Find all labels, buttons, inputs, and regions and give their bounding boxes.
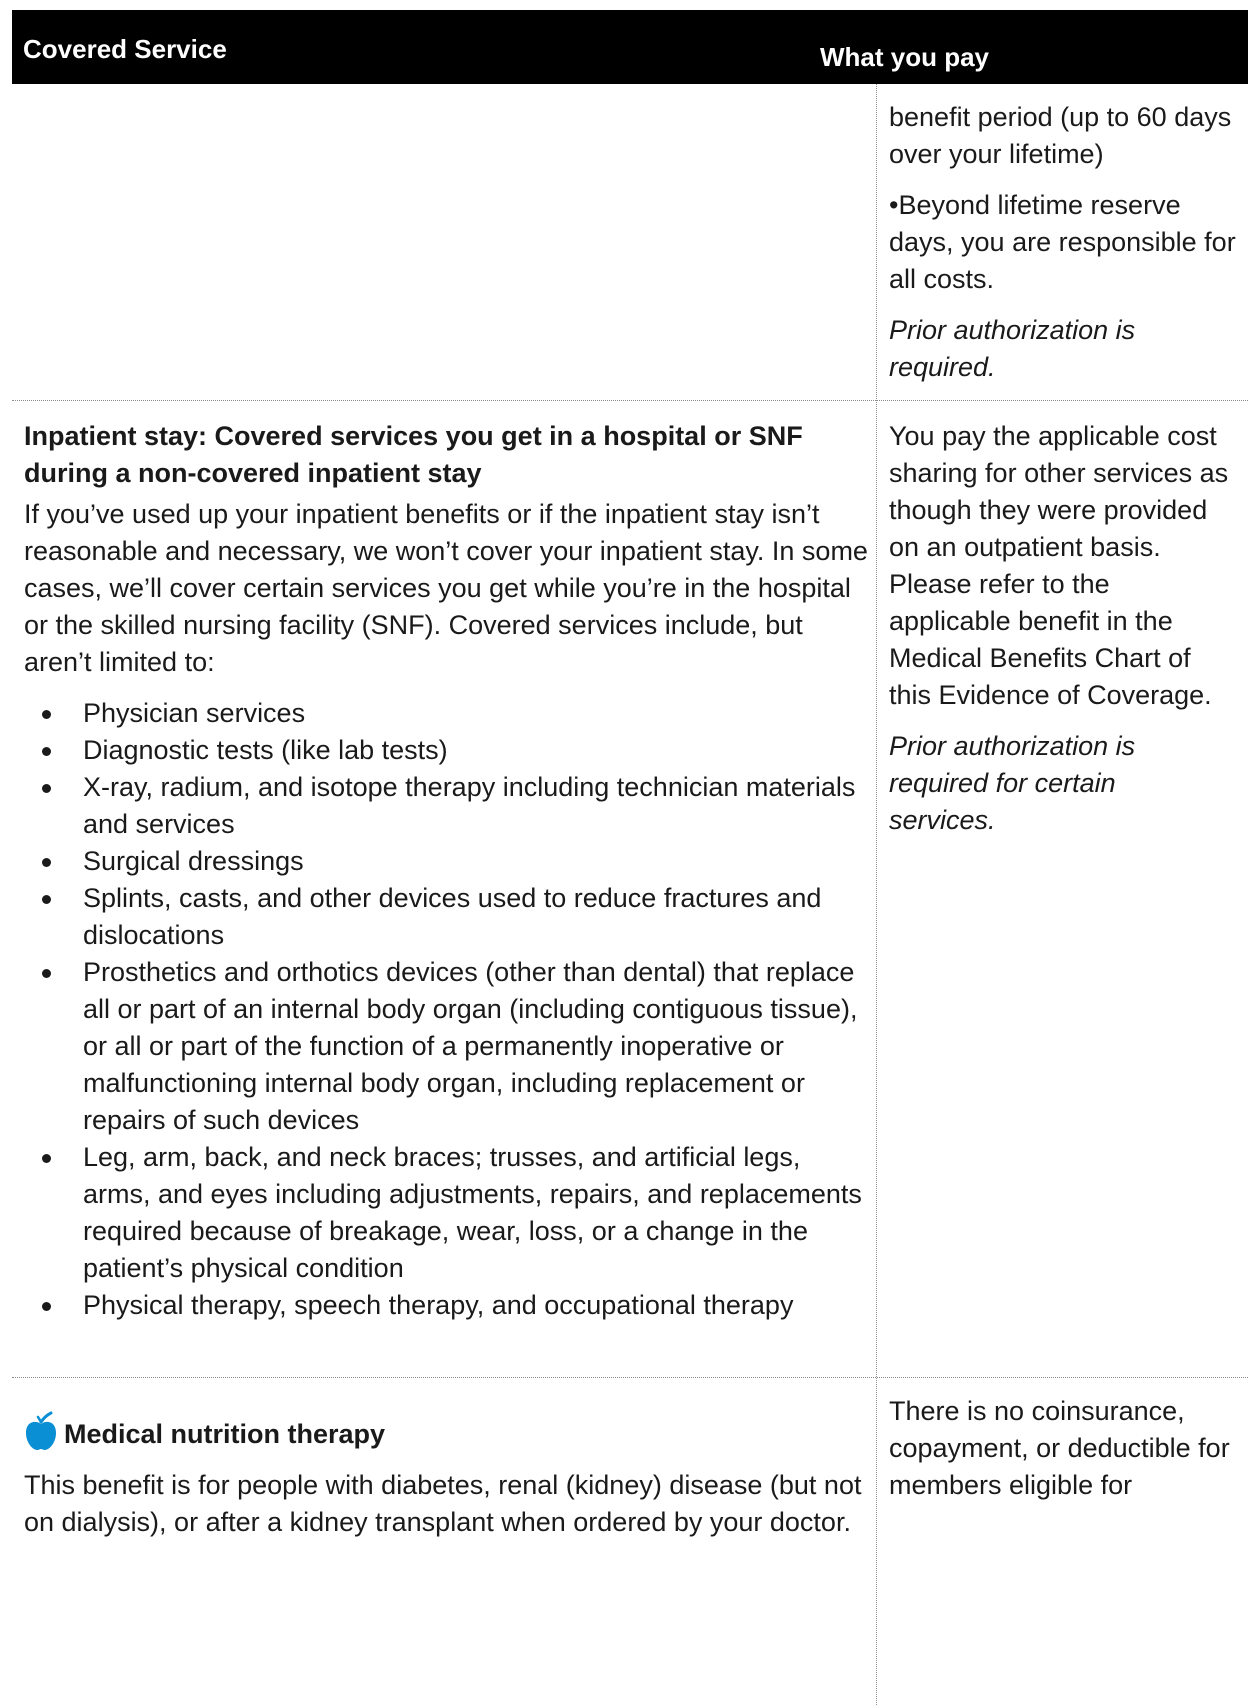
row2-prior-auth: Prior authorization is required for certain services.	[889, 731, 1136, 835]
row-divider-1	[12, 400, 1248, 401]
list-item: Physical therapy, speech therapy, and occupational therapy	[24, 1287, 874, 1324]
row2-title: Inpatient stay: Covered services you get in a hospital or SNF during a non-covered inpatient stay	[24, 421, 803, 488]
apple-icon	[24, 1411, 58, 1461]
row3-covered-service	[24, 1393, 874, 1541]
row2-what-you-pay	[889, 418, 1229, 839]
row2-intro: If you’ve used up your inpatient benefits or if the inpatient stay isn’t reasonable and necessary, we won’t cover your inpatient stay. In some cases, we’ll cover certain services you get while you’re in the hospital or the skilled nursing facility (SNF). Covered services include, but aren’t limited to:	[24, 499, 868, 677]
row1-lifetime-reserve: •Beyond lifetime reserve days, you are responsible for all costs.	[889, 190, 1236, 294]
list-item: Splints, casts, and other devices used to reduce fractures and dislocations	[24, 880, 874, 954]
row-divider-2	[12, 1377, 1248, 1378]
list-item: Physician services	[24, 695, 874, 732]
list-item: Diagnostic tests (like lab tests)	[24, 732, 874, 769]
row2-cost-sharing: You pay the applicable cost sharing for other services as though they were provided on an outpatient basis. Please refer to the applicable benefit in the Medical Benefits Chart of this Evidence of Coverage.	[889, 421, 1229, 710]
list-item: X-ray, radium, and isotope therapy including technician materials and services	[24, 769, 874, 843]
row3-title: Medical nutrition therapy	[64, 1419, 386, 1449]
list-item: Leg, arm, back, and neck braces; trusses, and artificial legs, arms, and eyes including adjustments, repairs, and replacements required because of breakage, wear, loss, or a change in the patient’s physical condition	[24, 1139, 874, 1287]
row1-what-you-pay	[889, 99, 1244, 386]
row2-bullet-list	[24, 695, 874, 1324]
list-item: Surgical dressings	[24, 843, 874, 880]
row2-covered-service	[24, 418, 874, 1324]
header-what-you-pay: What you pay	[820, 42, 990, 72]
row1-prior-auth: Prior authorization is required.	[889, 315, 1136, 382]
header-covered-service: Covered Service	[23, 34, 227, 64]
list-item: Prosthetics and orthotics devices (other than dental) that replace all or part of an internal body organ (including contiguous tissue), or all or part of the function of a permanently inoperative or malfunctioning internal body organ, including replacement or repairs of such devices	[24, 954, 874, 1139]
row1-benefit-period: benefit period (up to 60 days over your lifetime)	[889, 102, 1232, 169]
column-divider	[876, 84, 877, 1705]
row3-what-you-pay	[889, 1393, 1244, 1504]
row3-body: This benefit is for people with diabetes, renal (kidney) disease (but not on dialysis), or after a kidney transplant when ordered by your doctor.	[24, 1470, 862, 1537]
row3-title-line	[24, 1411, 874, 1461]
row3-cost: There is no coinsurance, copayment, or deductible for members eligible for	[889, 1396, 1230, 1500]
table-header	[12, 10, 1248, 84]
